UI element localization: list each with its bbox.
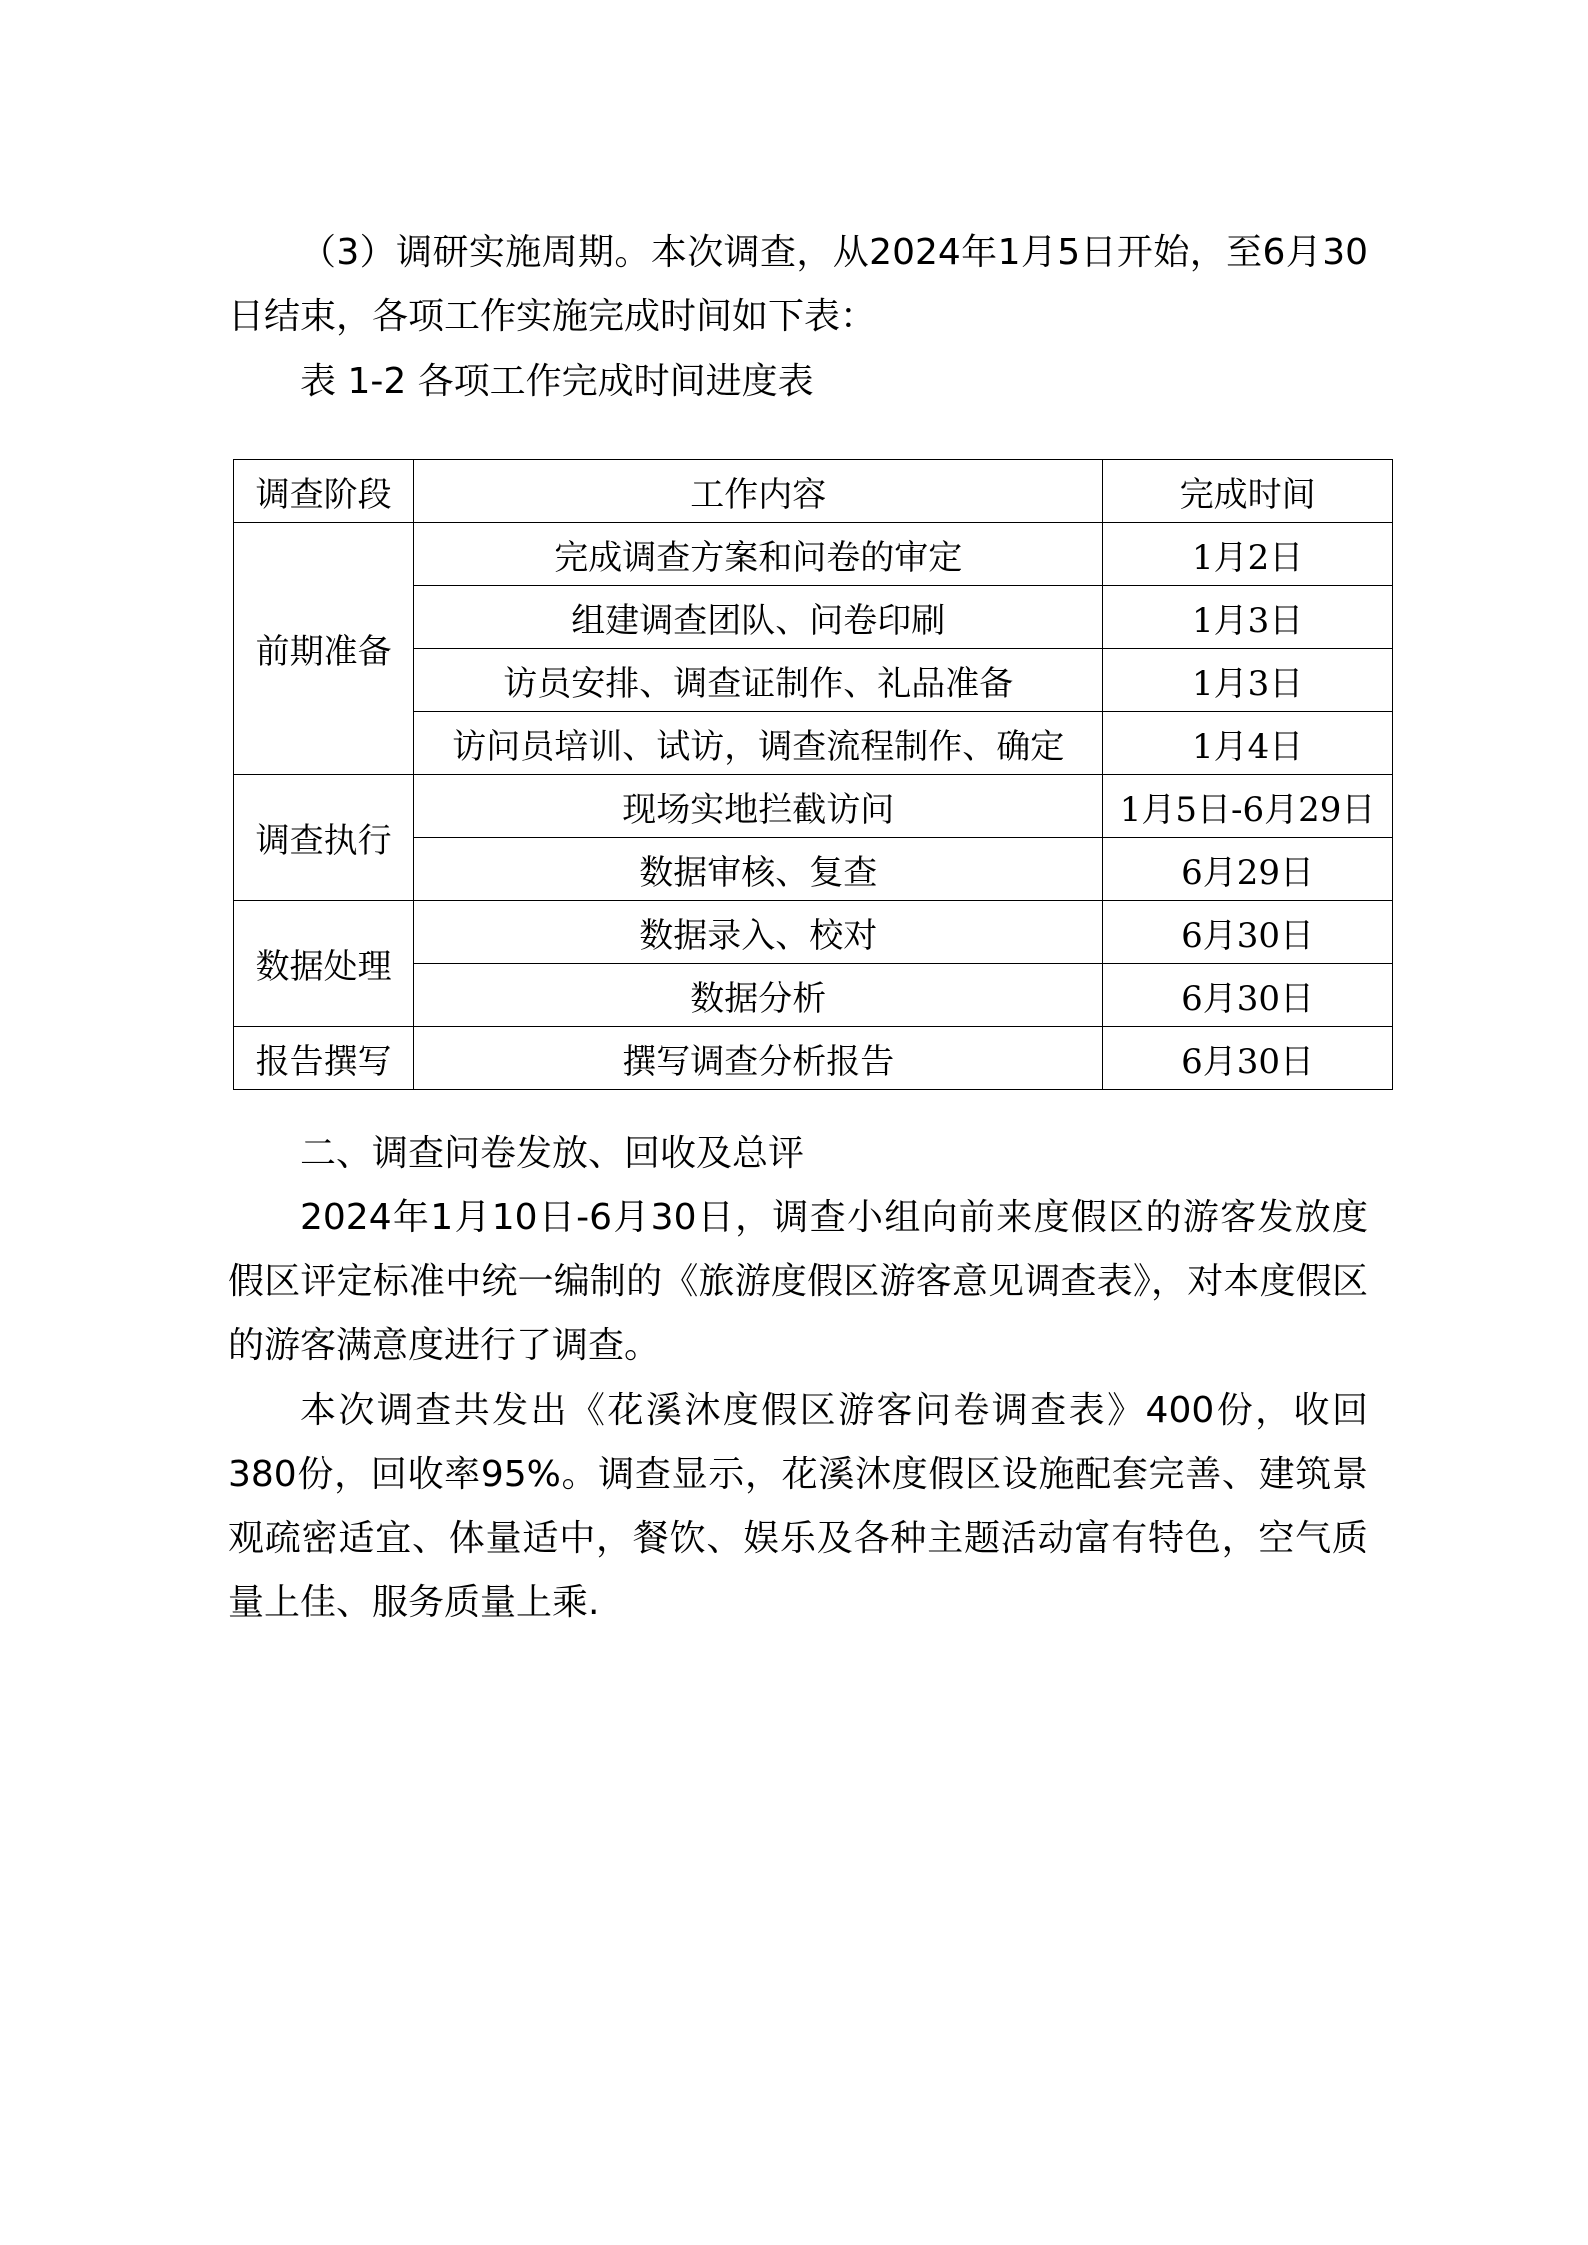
paragraph-survey-results: 本次调查共发出《花溪沐度假区游客问卷调查表》400份，收回380份，回收率95%。调查显示，花溪沐度假区设施配套完善、建筑景观疏密适宜、体量适中，餐饮、娱乐及各种主题活动富有特色，空气质量上佳、服务质量上乘.: [228, 1390, 1368, 1623]
time-cell: 6月30日: [1103, 901, 1393, 964]
content-cell: 撰写调查分析报告: [414, 1027, 1103, 1090]
stage-cell: 数据处理: [234, 901, 414, 1027]
content-cell: 访员安排、调查证制作、礼品准备: [414, 649, 1103, 712]
stage-cell: 调查执行: [234, 775, 414, 901]
paragraph-survey-period: （3）调研实施周期。本次调查，从2024年1月5日开始，至6月30日结束，各项工作实施完成时间如下表：: [228, 232, 1368, 337]
content-cell: 访问员培训、试访，调查流程制作、确定: [414, 712, 1103, 775]
time-cell: 1月2日: [1103, 523, 1393, 586]
table-row: [234, 775, 1393, 838]
table-row: [234, 901, 1393, 964]
time-cell: 6月30日: [1103, 1027, 1393, 1090]
content-cell: 现场实地拦截访问: [414, 775, 1103, 838]
time-cell: 6月29日: [1103, 838, 1393, 901]
time-cell: 1月3日: [1103, 649, 1393, 712]
header-stage: 调查阶段: [234, 460, 414, 523]
paragraph-questionnaire-distribution: 2024年1月10日-6月30日，调查小组向前来度假区的游客发放度假区评定标准中统一编制的《旅游度假区游客意见调查表》，对本度假区的游客满意度进行了调查。: [228, 1197, 1368, 1366]
header-time: 完成时间: [1103, 460, 1393, 523]
time-cell: 1月3日: [1103, 586, 1393, 649]
header-content: 工作内容: [414, 460, 1103, 523]
table-caption: 表 1-2 各项工作完成时间进度表: [300, 361, 814, 402]
section-heading-questionnaire: 二、调查问卷发放、回收及总评: [300, 1133, 805, 1174]
table-row: [234, 523, 1393, 586]
time-cell: 1月4日: [1103, 712, 1393, 775]
content-cell: 数据录入、校对: [414, 901, 1103, 964]
content-cell: 完成调查方案和问卷的审定: [414, 523, 1103, 586]
schedule-table: [233, 459, 1393, 1090]
content-cell: 组建调查团队、问卷印刷: [414, 586, 1103, 649]
content-cell: 数据审核、复查: [414, 838, 1103, 901]
table-row: [234, 1027, 1393, 1090]
time-cell: 1月5日-6月29日: [1103, 775, 1393, 838]
time-cell: 6月30日: [1103, 964, 1393, 1027]
stage-cell: 前期准备: [234, 523, 414, 775]
stage-cell: 报告撰写: [234, 1027, 414, 1090]
table-header-row: [234, 460, 1393, 523]
content-cell: 数据分析: [414, 964, 1103, 1027]
